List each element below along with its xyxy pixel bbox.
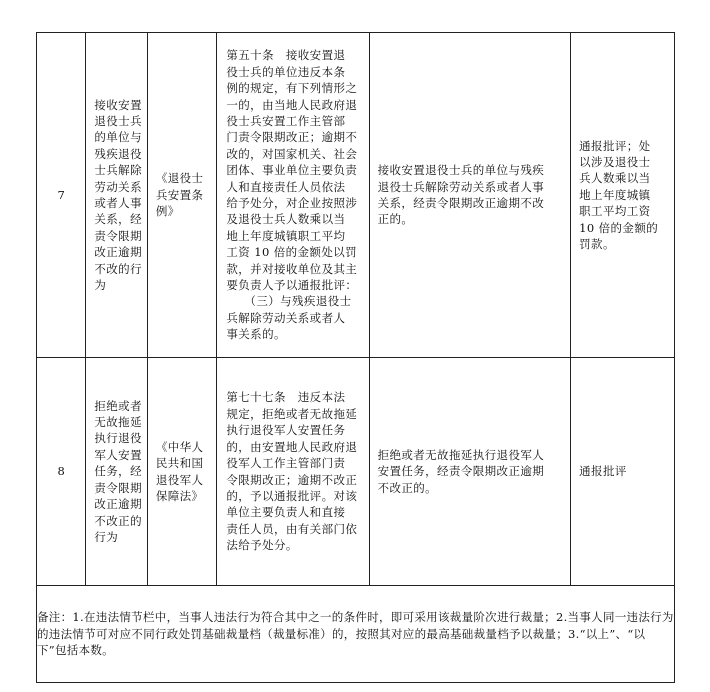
circumstance-cell (369, 358, 571, 586)
row-number (37, 33, 86, 358)
violation-item-cell (86, 33, 147, 358)
penalty-standard-text: 通报批评；处 以涉及退役士 兵人数乘以当 地上年度城镇 职工平均工资 10 倍的金额的 罚款。 (579, 138, 659, 252)
legal-basis-text: 《中华人 民共和国 退役军人 保障法》 (155, 439, 204, 503)
legal-clause-text: 第五十条 接收安置退 役士兵的单位违反本条 例的规定，有下列情形之 一的，由当地人民政府退 役士兵安置工作主管部 门责令限期改正；逾期不 改的，对国家机关、社会 团体、事业单位主要负责 人和直接责任人员依法 给予处分，对企业按照涉 及退役士兵人数乘以当 地上年度城镇职工平均 工资 10 倍的金额处以罚 款，并对接收单位及其主 要负责人予以通报批评： （三）与残疾退役士 兵解除劳动关系或者人 事关系的。 (226, 48, 358, 342)
circumstance-cell (369, 33, 571, 358)
violation-item-cell (86, 358, 147, 586)
row-number-text: 8 (57, 464, 65, 479)
penalty-standard-cell (571, 33, 675, 358)
violation-item-text: 拒绝或者 无故拖延 执行退役 军人安置 任务，经 责令限期 改正逾期 不改正的 行为 (94, 398, 142, 544)
circumstance-text: 拒绝或者无故拖延执行退役军人 安置任务，经责令限期改正逾期 不改正的。 (377, 447, 545, 495)
note-cell (37, 586, 675, 683)
row-number-text: 7 (57, 187, 65, 202)
note-row (37, 586, 675, 683)
legal-clause-cell (217, 358, 369, 586)
table-row (37, 33, 675, 358)
penalty-standard-cell (571, 358, 675, 586)
legal-basis-cell (147, 358, 217, 586)
legal-basis-cell (147, 33, 217, 358)
legal-basis-text: 《退役士 兵安置条 例》 (155, 171, 204, 219)
table-row (37, 358, 675, 586)
violation-item-text: 接收安置 退役士兵 的单位与 残疾退役 士兵解除 劳动关系 或者人事 关系，经 责令限期 改正逾期 不改的行 为 (94, 97, 142, 293)
penalty-standard-text: 通报批评 (579, 464, 627, 479)
legal-clause-cell (217, 33, 369, 358)
row-number (37, 358, 86, 586)
note-text: 备注：1.在违法情节栏中，当事人违法行为符合其中之一的条件时，即可采用该裁量阶次进行裁量；2.当事人同一违法行为的违法情节可对应不同行政处罚基础裁量档（裁量标准）的，按照其对应的最高基础裁量档予以裁量；3.“以上”、“以下”包括本数。 (37, 610, 674, 658)
circumstance-text: 接收安置退役士兵的单位与残疾 退役士兵解除劳动关系或者人事 关系，经责令限期改正逾期不改 正的。 (377, 163, 545, 227)
discretion-table (36, 32, 675, 683)
legal-clause-text: 第七十七条 违反本法 规定，拒绝或者无故拖延 执行退役军人安置任务 的，由安置地人民政府退 役军人工作主管部门责 令限期改正；逾期不改正 的，予以通报批评。对该 单位主要负责人和直接 责任人员，由有关部门依 法给予处分。 (226, 390, 358, 553)
